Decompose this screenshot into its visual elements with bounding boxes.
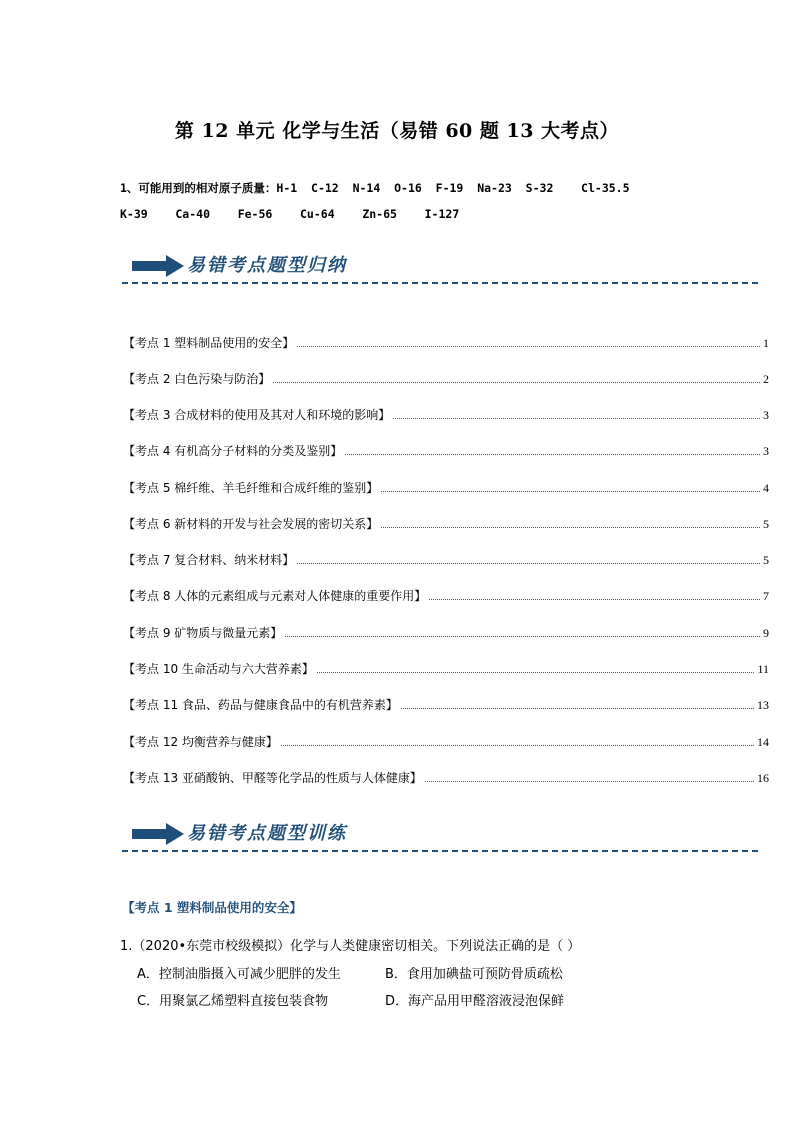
toc-label: 【考点 8 人体的元素组成与元素对人体健康的重要作用】 <box>123 589 427 603</box>
toc-leader <box>297 563 760 564</box>
toc-page: 4 <box>763 481 769 495</box>
toc-page: 7 <box>763 589 769 603</box>
arrow-right-icon <box>132 255 184 277</box>
toc-label: 【考点 1 塑料制品使用的安全】 <box>123 336 295 350</box>
toc-label: 【考点 5 棉纤维、羊毛纤维和合成纤维的鉴别】 <box>123 481 379 495</box>
toc-page: 1 <box>763 336 769 350</box>
toc-page: 16 <box>757 771 769 785</box>
toc-page: 3 <box>763 444 769 458</box>
toc-label: 【考点 13 亚硝酸钠、甲醛等化学品的性质与人体健康】 <box>123 771 422 785</box>
toc-label: 【考点 9 矿物质与微量元素】 <box>123 626 283 640</box>
option-c: C．用聚氯乙烯塑料直接包装食物 <box>137 994 329 1009</box>
toc-item[interactable] <box>123 766 769 786</box>
toc-leader <box>317 672 755 673</box>
atomic-masses-line-1: 1、可能用到的相对原子质量：H-1 C-12 N-14 O-16 F-19 Na-23 S-32 Cl-35.5 <box>120 181 630 195</box>
toc-leader <box>425 781 754 782</box>
toc-leader <box>429 599 760 600</box>
toc-leader <box>381 527 760 528</box>
toc-item[interactable] <box>123 512 769 532</box>
toc-label: 【考点 3 合成材料的使用及其对人和环境的影响】 <box>123 408 391 422</box>
toc-item[interactable] <box>123 403 769 423</box>
toc-item[interactable] <box>123 621 769 641</box>
toc-item[interactable] <box>123 439 769 459</box>
toc-label: 【考点 2 白色污染与防治】 <box>123 372 271 386</box>
atomic-masses-line-2: K-39 Ca-40 Fe-56 Cu-64 Zn-65 I-127 <box>120 207 460 221</box>
section-banner-summary <box>122 249 762 289</box>
toc-leader <box>393 418 760 419</box>
option-b: B．食用加碘盐可预防骨质疏松 <box>385 967 563 982</box>
toc-page: 5 <box>763 553 769 567</box>
dashed-divider <box>122 282 758 284</box>
section-heading: 【考点 1 塑料制品使用的安全】 <box>122 900 302 915</box>
toc-label: 【考点 12 均衡营养与健康】 <box>123 735 278 749</box>
toc-item[interactable] <box>123 584 769 604</box>
toc-item[interactable] <box>123 367 769 387</box>
toc-leader <box>281 745 754 746</box>
toc-label: 【考点 4 有机高分子材料的分类及鉴别】 <box>123 444 343 458</box>
option-a: A．控制油脂摄入可减少肥胖的发生 <box>137 967 341 982</box>
toc-page: 11 <box>757 662 769 676</box>
toc-page: 14 <box>757 735 769 749</box>
toc-label: 【考点 7 复合材料、纳米材料】 <box>123 553 295 567</box>
banner-heading: 易错考点题型训练 <box>187 823 347 844</box>
toc-page: 9 <box>763 626 769 640</box>
toc-label: 【考点 11 食品、药品与健康食品中的有机营养素】 <box>123 698 398 712</box>
toc-item[interactable] <box>123 476 769 496</box>
banner-heading: 易错考点题型归纳 <box>187 255 347 276</box>
toc-leader <box>297 346 760 347</box>
toc-leader <box>273 382 760 383</box>
dashed-divider <box>122 850 758 852</box>
section-banner-training <box>122 817 762 857</box>
toc-item[interactable] <box>123 693 769 713</box>
toc-page: 5 <box>763 517 769 531</box>
toc-item[interactable] <box>123 730 769 750</box>
option-d: D．海产品用甲醛溶液浸泡保鲜 <box>385 994 565 1009</box>
toc-item[interactable] <box>123 657 769 677</box>
toc-page: 2 <box>763 372 769 386</box>
question-stem: 1.（2020•东莞市校级模拟）化学与人类健康密切相关。下列说法正确的是（ ） <box>120 939 581 954</box>
toc-page: 3 <box>763 408 769 422</box>
toc-item[interactable] <box>123 548 769 568</box>
toc-leader <box>285 636 760 637</box>
toc-leader <box>381 491 760 492</box>
toc-page: 13 <box>757 698 769 712</box>
document-title: 第 12 单元 化学与生活（易错 60 题 13 大考点） <box>174 120 620 142</box>
toc-item[interactable] <box>123 331 769 351</box>
arrow-right-icon <box>132 823 184 845</box>
toc-label: 【考点 6 新材料的开发与社会发展的密切关系】 <box>123 517 379 531</box>
toc-leader <box>345 454 760 455</box>
toc-label: 【考点 10 生命活动与六大营养素】 <box>123 662 314 676</box>
toc-leader <box>401 708 754 709</box>
